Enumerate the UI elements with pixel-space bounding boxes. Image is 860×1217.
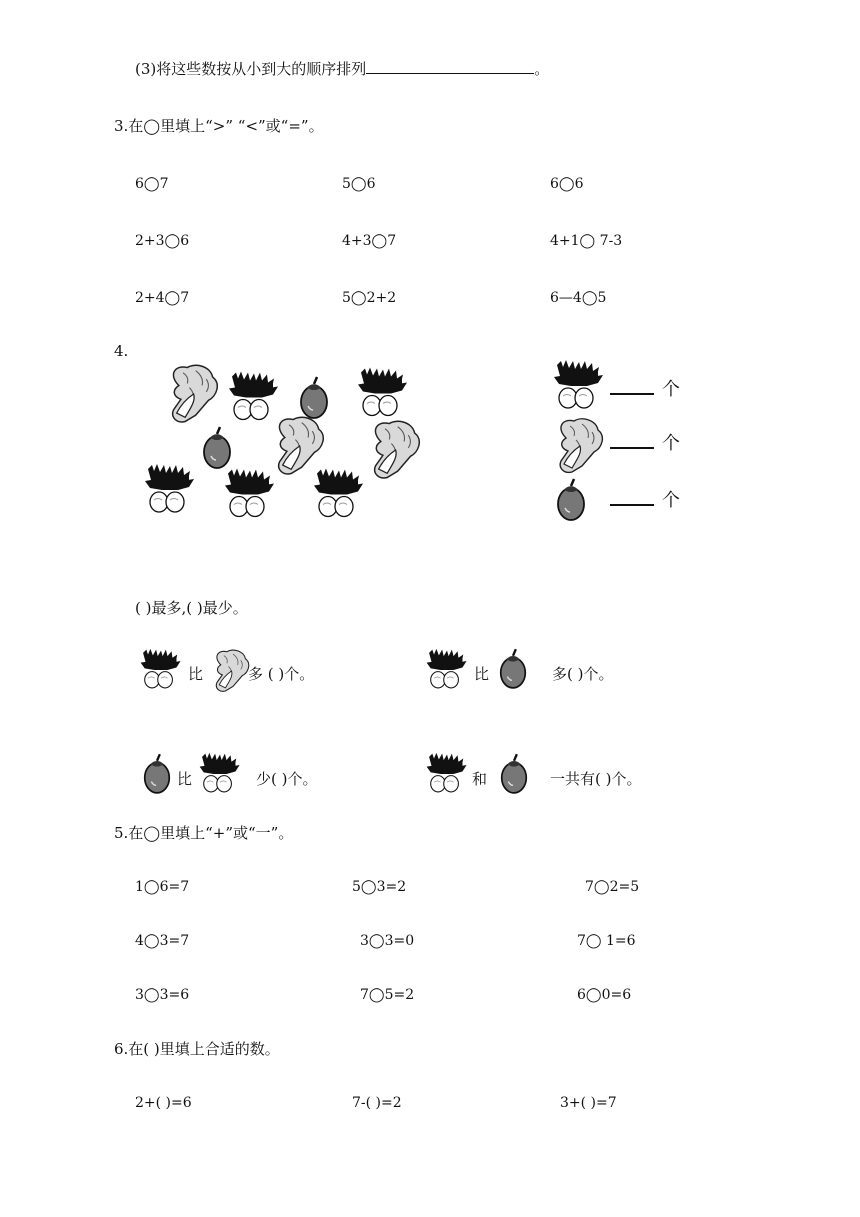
q5-item[interactable]: 7◯2=5 xyxy=(585,879,640,895)
q3-item[interactable]: 4+1◯ 7-3 xyxy=(550,233,623,249)
cabbage-icon xyxy=(366,420,421,480)
count-cabbage[interactable]: 个 xyxy=(610,434,680,454)
q2-part3-prompt xyxy=(135,59,549,79)
compare-answer[interactable]: 少( )个。 xyxy=(256,770,318,788)
eggplant-icon xyxy=(497,753,531,795)
radish-icon xyxy=(355,366,411,421)
radish-icon xyxy=(551,358,607,414)
radish-icon xyxy=(197,752,243,796)
q5-heading: 5.在◯里填上“+”或“一”。 xyxy=(114,824,294,842)
eggplant-icon xyxy=(496,648,530,690)
q3-item[interactable]: 5◯6 xyxy=(342,176,376,192)
q5-item[interactable]: 5◯3=2 xyxy=(352,879,407,895)
q5-item[interactable]: 1◯6=7 xyxy=(135,879,190,895)
count-eggplant[interactable]: 个 xyxy=(610,491,680,511)
q3-item[interactable]: 6◯6 xyxy=(550,176,584,192)
cabbage-icon xyxy=(210,647,250,695)
q4-number: 4. xyxy=(114,342,129,360)
radish-icon xyxy=(222,466,278,523)
compare-word: 和 xyxy=(472,770,488,788)
q3-item[interactable]: 2+4◯7 xyxy=(135,290,190,306)
compare-word: 比 xyxy=(188,665,204,683)
q5-item[interactable]: 3◯3=0 xyxy=(360,933,415,949)
q3-item[interactable]: 2+3◯6 xyxy=(135,233,190,249)
q6-item[interactable]: 3+( )=7 xyxy=(560,1095,617,1111)
q3-item[interactable]: 6—4◯5 xyxy=(550,290,607,306)
answer-blank[interactable] xyxy=(610,492,654,506)
q3-item[interactable]: 4+3◯7 xyxy=(342,233,397,249)
q5-item[interactable]: 6◯0=6 xyxy=(577,987,632,1003)
radish-icon xyxy=(311,466,367,523)
answer-blank[interactable] xyxy=(610,381,654,395)
q3-heading: 3.在◯里填上“>” “<”或“=”。 xyxy=(114,117,324,135)
eggplant-icon xyxy=(553,478,589,522)
q5-item[interactable]: 7◯5=2 xyxy=(360,987,415,1003)
q3-item[interactable]: 5◯2+2 xyxy=(342,290,397,306)
radish-icon xyxy=(142,461,198,519)
compare-answer[interactable]: 多( )个。 xyxy=(552,665,614,683)
compare-answer[interactable]: 一共有( )个。 xyxy=(550,770,642,788)
q5-item[interactable]: 4◯3=7 xyxy=(135,933,190,949)
eggplant-icon xyxy=(296,376,332,420)
q6-item[interactable]: 7-( )=2 xyxy=(352,1095,402,1111)
answer-line[interactable] xyxy=(366,59,534,74)
q6-item[interactable]: 2+( )=6 xyxy=(135,1095,192,1111)
radish-icon xyxy=(138,648,184,692)
compare-answer[interactable]: 多 ( )个。 xyxy=(248,665,315,683)
count-radish[interactable]: 个 xyxy=(610,380,680,400)
most-least-question[interactable]: ( )最多,( )最少。 xyxy=(135,599,248,617)
eggplant-icon xyxy=(199,426,235,470)
compare-word: 比 xyxy=(177,770,193,788)
q5-item[interactable]: 3◯3=6 xyxy=(135,987,190,1003)
cabbage-icon xyxy=(552,416,604,476)
q5-item[interactable]: 7◯ 1=6 xyxy=(577,933,636,949)
answer-blank[interactable] xyxy=(610,435,654,449)
q3-item[interactable]: 6◯7 xyxy=(135,176,169,192)
q2-part3-end: 。 xyxy=(534,60,550,78)
eggplant-icon xyxy=(140,753,174,795)
radish-icon xyxy=(424,648,470,692)
q2-part3-text: (3)将这些数按从小到大的顺序排列 xyxy=(135,60,367,78)
radish-icon xyxy=(424,752,470,796)
cabbage-icon xyxy=(164,364,219,424)
compare-word: 比 xyxy=(474,665,490,683)
q6-heading: 6.在( )里填上合适的数。 xyxy=(114,1040,280,1058)
